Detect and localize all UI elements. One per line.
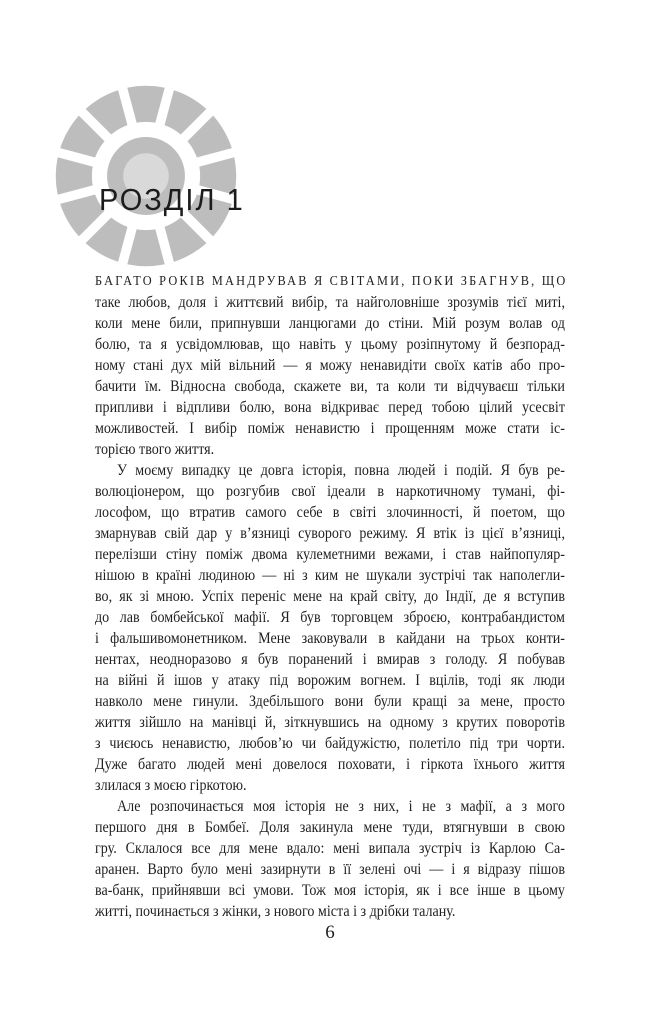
text-line: волюціонером, що розгубив свої ідеали в наркотичному тумані, фі- <box>95 483 565 500</box>
text-line: і фальшивомонетником. Мене заковували в кайдани на трьох конти- <box>95 630 565 647</box>
text-line: торією твого життя. <box>95 441 215 458</box>
text-line: лософом, що втратив самого себе в світі злочинності, й поетом, що <box>95 504 565 521</box>
text-line: житті, починається з жінки, з нового міста і з дрібки талану. <box>95 903 456 920</box>
text-line: таке любов, доля і життєвий вибір, та найголовніше зрозумів тієї миті, <box>95 294 565 311</box>
text-line: нішою в країні людиною — ні з ким не шукали зустрічі так наполегли- <box>95 567 565 584</box>
text-line: Дуже багато людей мені довелося поховати, і гіркота їхнього життя <box>95 756 565 773</box>
text-line: Але розпочинається моя історія не з них, і не з мафії, а з мого <box>117 798 565 815</box>
text-line: злилася з моєю гіркотою. <box>95 777 247 794</box>
chapter-heading: РОЗДІЛ 1 <box>99 184 245 218</box>
text-line: навколо мене гинули. Здебільшого вони були кращі за мене, просто <box>95 693 565 710</box>
page-number: 6 <box>325 922 335 943</box>
text-line: першого дня в Бомбеї. Доля закинула мене туди, втягнувши в свою <box>95 819 565 836</box>
text-line: коли мене били, припнувши ланцюгами до стіни. Мій розум волав од <box>95 315 565 332</box>
text-line: гру. Склалося все для мене вдало: мені випала зустріч із Карлою Са- <box>95 840 565 857</box>
text-line: перелізши стіну поміж двома кулеметними вежами, і став найпопуляр- <box>95 546 565 563</box>
text-line: нентах, неодноразово я був поранений і вмирав з голоду. Я побував <box>95 651 565 668</box>
text-line: У моєму випадку це довга історія, повна людей і подій. Я був ре- <box>117 462 565 479</box>
text-line: ва-банк, прийнявши всі умови. Тож моя історія, як і все інше в цьому <box>95 882 565 899</box>
text-line: на війні й ішов у атаку під ворожим вогнем. І вцілів, тоді як люди <box>95 672 565 689</box>
text-line: во, як зі мною. Успіх переніс мене на край світу, до Індії, де я вступив <box>95 588 565 605</box>
text-line: можливостей. І вибір поміж ненавистю і прощенням може стати іс- <box>95 420 565 437</box>
text-line: бачити їм. Відносна свобода, скажете ви, та коли ти відчуваєш тільки <box>95 378 565 395</box>
body-text-lines <box>95 271 568 922</box>
text-line: аранен. Варто було мені зазирнути в її зелені очі — і я відразу пішов <box>95 861 565 878</box>
text-line: до лав бомбейської мафії. Я був торговцем зброєю, контрабандистом <box>95 609 565 626</box>
text-line: ному стані дух мій вільний — я можу ненавидіти своїх катів або про- <box>95 357 565 374</box>
text-line: БАГАТО РОКІВ МАНДРУВАВ Я СВІТАМИ, ПОКИ ЗБАГНУВ, ЩО <box>95 274 568 289</box>
text-line: припливи і відпливи болю, вона відкриває перед тобою цілий усесвіт <box>95 399 565 416</box>
text-line: життя зійшло на манівці й, зіткнувшись на одному з крутих поворотів <box>95 714 565 731</box>
text-line: болю, та я усвідомлював, що навіть у цьому розіпнутому й безпорад- <box>95 336 565 353</box>
sun-wheel-ornament-icon <box>51 81 241 271</box>
text-line: змарнував свій дар у в’язниці суворого режиму. Я втік із цієї в’язниці, <box>95 525 565 542</box>
text-line: з чиєюсь ненавистю, любов’ю чи байдужістю, полетіло під три чорти. <box>95 735 565 752</box>
body-text <box>95 271 568 922</box>
